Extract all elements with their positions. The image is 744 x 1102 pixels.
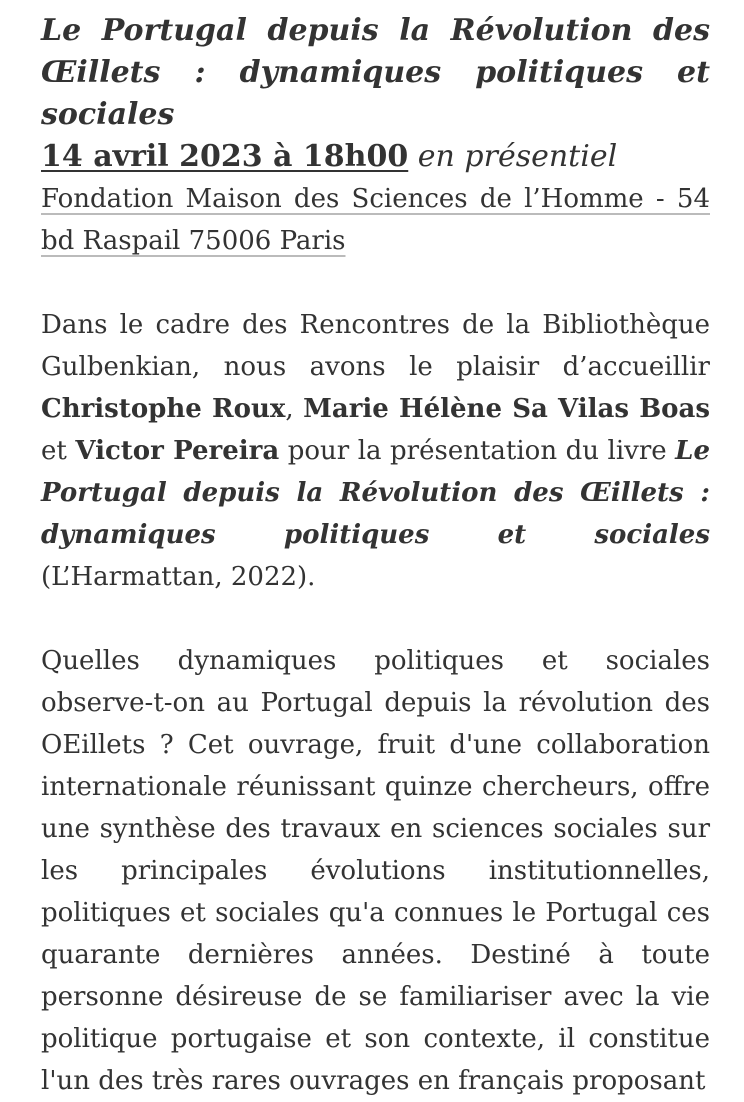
intro-paragraph <box>41 304 710 598</box>
intro-text: pour la présentation du livre <box>279 436 676 466</box>
separator: et <box>41 436 76 466</box>
author-christophe-roux: Christophe Roux <box>41 394 286 424</box>
author-victor-pereira: Victor Pereira <box>75 436 280 466</box>
event-title: Le Portugal depuis la Révolution des Œillets : dynamiques politiques et sociales <box>41 13 710 132</box>
event-mode: en présentiel <box>417 139 618 174</box>
separator: , <box>285 394 304 424</box>
intro-text: Dans le cadre des Rencontres de la Bibliothèque Gulbenkian, nous avons le plaisir d’accueillir <box>41 310 710 382</box>
event-venue <box>41 178 710 262</box>
description-paragraph: Quelles dynamiques politiques et sociales observe-t-on au Portugal depuis la révolution des OEillets ? Cet ouvrage, fruit d'une collaboration internationale réunissant quinze chercheurs, offre une synthèse des travaux en sciences sociales sur les principales évolutions institutionnelles, politiques et sociales qu'a connues le Portugal ces quarante dernières années. Destiné à toute personne désireuse de se familiariser avec la vie politique portugaise et son contexte, il constitue l'un des très rares ouvrages en français proposant <box>41 646 710 1096</box>
event-date: 14 avril 2023 à 18h00 <box>41 139 409 174</box>
publisher-info: (L’Harmattan, 2022). <box>41 562 316 592</box>
venue-address-link[interactable]: Fondation Maison des Sciences de l’Homme - 54 bd Raspail 75006 Paris <box>41 184 710 256</box>
book-title: Le Portugal depuis la Révolution des Œillets : dynamiques politiques et sociales <box>41 436 710 550</box>
author-marie-helene-sa-vilas-boas: Marie Hélène Sa Vilas Boas <box>303 394 710 424</box>
event-datetime-line <box>41 136 710 178</box>
